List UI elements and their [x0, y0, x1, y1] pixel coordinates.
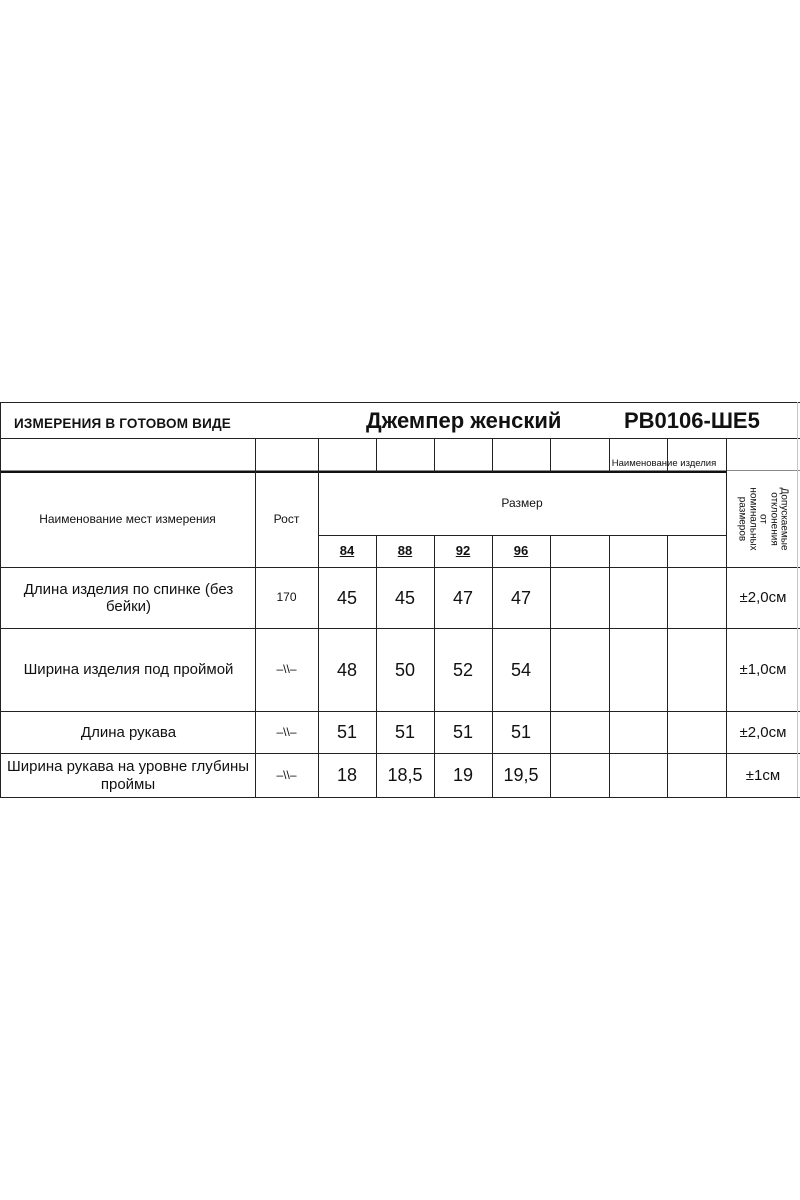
tolerance-line-4: номинальных	[747, 487, 759, 551]
col-header-measure-place: Наименование мест измерения	[39, 511, 216, 526]
col-border-size-88	[434, 438, 435, 472]
row-1-height: 170	[276, 590, 297, 605]
row-2-value-88: 50	[394, 659, 416, 680]
header-divider	[0, 438, 800, 439]
row-1-tolerance: ±2,0см	[739, 589, 787, 607]
row-3-value-88: 51	[394, 722, 416, 743]
row-4-value-88: 18,5	[387, 765, 423, 786]
row-2-name: Ширина изделия под проймой	[23, 661, 234, 679]
tolerance-line-5: размеров	[736, 496, 748, 542]
size-84: 84	[339, 543, 355, 559]
row-1-value-96: 47	[510, 587, 532, 608]
col-header-tolerance	[727, 472, 797, 567]
row-1-value-84: 45	[336, 587, 358, 608]
tolerance-line-2: отклонения	[768, 492, 780, 546]
row-4-value-92: 19	[452, 765, 474, 786]
col-border-left	[0, 402, 1, 797]
tolerance-vertical-text	[736, 472, 790, 567]
size-96: 96	[513, 543, 529, 559]
size-92: 92	[455, 543, 471, 559]
row-2-value-84: 48	[336, 659, 358, 680]
row-2-height: –\\–	[276, 662, 297, 677]
col-border-size-84	[376, 438, 377, 472]
row-4-value-96: 19,5	[503, 765, 539, 786]
row-1-value-92: 47	[452, 587, 474, 608]
tolerance-line-1: Допускаемые	[778, 487, 790, 551]
product-label: Наименование изделия	[611, 457, 717, 469]
row-3-tolerance: ±2,0см	[739, 723, 787, 741]
col-border-empty-1-lower	[609, 535, 610, 797]
row-4-tolerance: ±1см	[745, 766, 781, 784]
row-4-value-84: 18	[336, 765, 358, 786]
product-article: РВ0106-ШЕ5	[624, 408, 760, 434]
row-1-value-88: 45	[394, 587, 416, 608]
row-3-value-92: 51	[452, 722, 474, 743]
product-name: Джемпер женский	[366, 408, 562, 434]
tolerance-line-3: от	[757, 514, 769, 524]
row-3-value-84: 51	[336, 722, 358, 743]
row-1-name: Длина изделия по спинке (без бейки)	[23, 580, 234, 615]
col-header-height: Рост	[273, 511, 300, 526]
table-bottom-border	[0, 797, 800, 798]
row-2-value-92: 52	[452, 659, 474, 680]
table-top-border	[0, 402, 800, 403]
col-border-size-96	[550, 438, 551, 472]
col-border-size-92	[492, 438, 493, 472]
row-3-height: –\\–	[276, 724, 297, 739]
row-3-value-96: 51	[510, 722, 532, 743]
col-border-empty-2-lower	[667, 535, 668, 797]
col-border-size-96-lower	[550, 535, 551, 797]
row-2-value-96: 54	[510, 659, 532, 680]
row-3-name: Длина рукава	[80, 723, 177, 741]
size-88: 88	[397, 543, 413, 559]
row-2-tolerance: ±1,0см	[739, 661, 787, 679]
sheet-title: ИЗМЕРЕНИЯ В ГОТОВОМ ВИДЕ	[14, 416, 231, 432]
col-header-size: Размер	[501, 495, 543, 510]
row-4-name: Ширина рукава на уровне глубины проймы	[6, 758, 250, 793]
row-4-height: –\\–	[276, 767, 297, 782]
